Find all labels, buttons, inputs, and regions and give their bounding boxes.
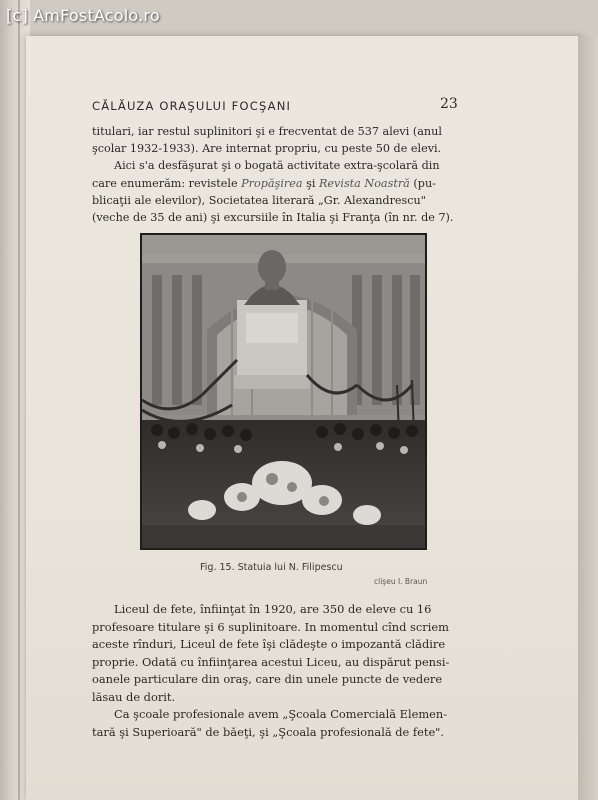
paragraph-girls-school bbox=[92, 601, 474, 741]
spine-edge bbox=[18, 0, 20, 800]
text-line: Liceul de fete, înfiinţat în 1920, are 350 de eleve cu 16 bbox=[114, 602, 432, 616]
text-line: (veche de 35 de ani) şi excursiile în Italia şi Franţa (în nr. de 7). bbox=[92, 211, 454, 225]
page-edge bbox=[578, 36, 598, 800]
text-line: lăsau de dorit. bbox=[92, 689, 176, 704]
journal-title: Propăşirea bbox=[241, 176, 303, 190]
running-title: CĂLĂUZA ORAŞULUI FOCŞANI bbox=[92, 99, 292, 113]
text-line: oanele particulare din oraş, care din unele puncte de vedere bbox=[92, 672, 443, 686]
text-line: aceste rînduri, Liceul de fete îşi clădeşte o impozantă clădire bbox=[92, 637, 446, 651]
text-line: titulari, iar restul suplinitori şi e frecventat de 537 alevi (anul bbox=[92, 125, 442, 138]
text-run: care enumerăm: revistele bbox=[92, 176, 242, 190]
paragraph-schools bbox=[92, 123, 464, 226]
text-line: blicaţii ale elevilor), Societatea literară „Gr. Alexandrescu" bbox=[92, 193, 426, 207]
text-line: proprie. Odată cu înfiinţarea acestui Liceu, au dispărut pensi- bbox=[92, 654, 450, 669]
journal-title: Revista Noastră bbox=[319, 176, 410, 190]
text-run: şi bbox=[302, 176, 319, 190]
text-line: Ca şcoale profesionale avem „Şcoala Comercială Elemen- bbox=[114, 707, 448, 721]
statue-photograph bbox=[140, 233, 427, 550]
text-line: Aici s'a desfăşurat şi o bogată activitate extra-şcolară din bbox=[114, 159, 440, 173]
figure-caption: Fig. 15. Statuia lui N. Filipescu bbox=[200, 562, 343, 573]
text-line: profesoare titulare şi 6 suplinitoare. In momentul cînd scriem bbox=[92, 619, 449, 634]
page-number: 23 bbox=[440, 96, 458, 112]
watermark: [c] AmFostAcolo.ro bbox=[6, 6, 160, 25]
text-run: (pu- bbox=[409, 176, 436, 190]
text-line bbox=[92, 175, 464, 192]
text-line: tară şi Superioară" de băeţi, şi „Şcoala profesională de fete". bbox=[92, 724, 445, 739]
text-line: şcolar 1932-1933). Are internat propriu, cu peste 50 de elevi. bbox=[92, 142, 442, 156]
photo-credit: clişeu I. Braun bbox=[374, 577, 428, 586]
